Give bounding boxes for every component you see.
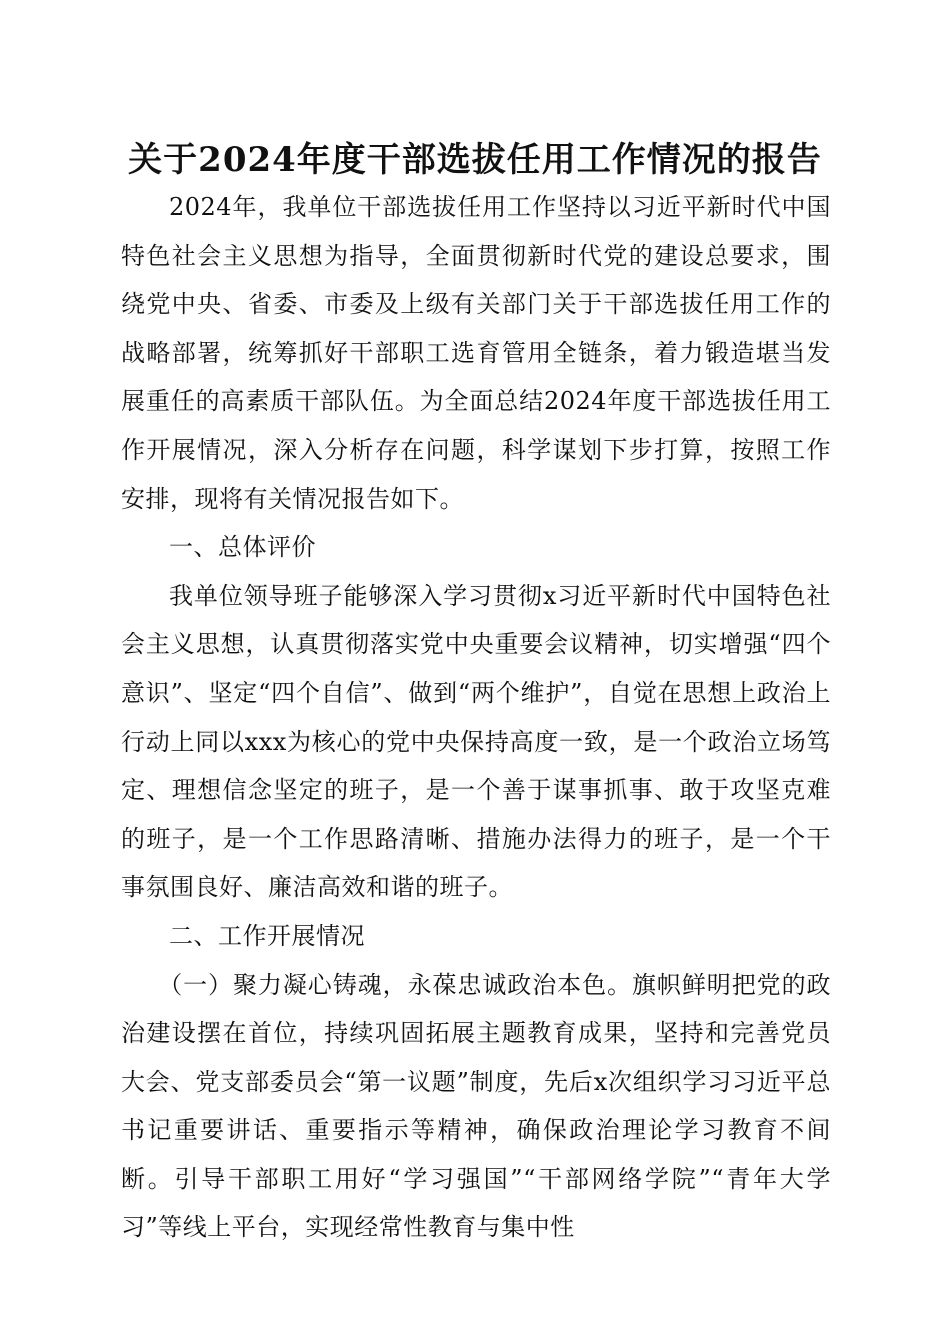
intro-paragraph: 2024年，我单位干部选拔任用工作坚持以习近平新时代中国特色社会主义思想为指导，全面贯彻新时代党的建设总要求，围绕党中央、省委、市委及上级有关部门关于干部选拔任用工作的战略部署，统筹抓好干部职工选育管用全链条，着力锻造堪当发展重任的高素质干部队伍。为全面总结2024年度干部选拔任用工作开展情况，深入分析存在问题，科学谋划下步打算，按照工作安排，现将有关情况报告如下。 bbox=[121, 193, 831, 513]
section-heading-overall-evaluation: 一、总体评价 bbox=[169, 533, 316, 562]
overall-evaluation-paragraph: 我单位领导班子能够深入学习贯彻x习近平新时代中国特色社会主义思想，认真贯彻落实党中央重要会议精神，切实增强“四个意识”、坚定“四个自信”、做到“两个维护”，自觉在思想上政治上行动上同以xxx为核心的党中央保持高度一致，是一个政治立场笃定、理想信念坚定的班子，是一个善于谋事抓事、敢于攻坚克难的班子，是一个工作思路清晰、措施办法得力的班子，是一个干事氛围良好、廉洁高效和谐的班子。 bbox=[121, 581, 831, 902]
document-body bbox=[121, 183, 831, 1252]
section-heading-work-progress: 二、工作开展情况 bbox=[169, 921, 365, 950]
work-progress-paragraph: （一）聚力凝心铸魂，永葆忠诚政治本色。旗帜鲜明把党的政治建设摆在首位，持续巩固拓展主题教育成果，坚持和完善党员大会、党支部委员会“第一议题”制度，先后x次组织学习习近平总书记重要讲话、重要指示等精神，确保政治理论学习教育不间断。引导干部职工用好“学习强国”“干部网络学院”“青年大学习”等线上平台，实现经常性教育与集中性 bbox=[121, 970, 831, 1242]
document-title: 关于2024年度干部选拔任用工作情况的报告 bbox=[128, 140, 822, 180]
